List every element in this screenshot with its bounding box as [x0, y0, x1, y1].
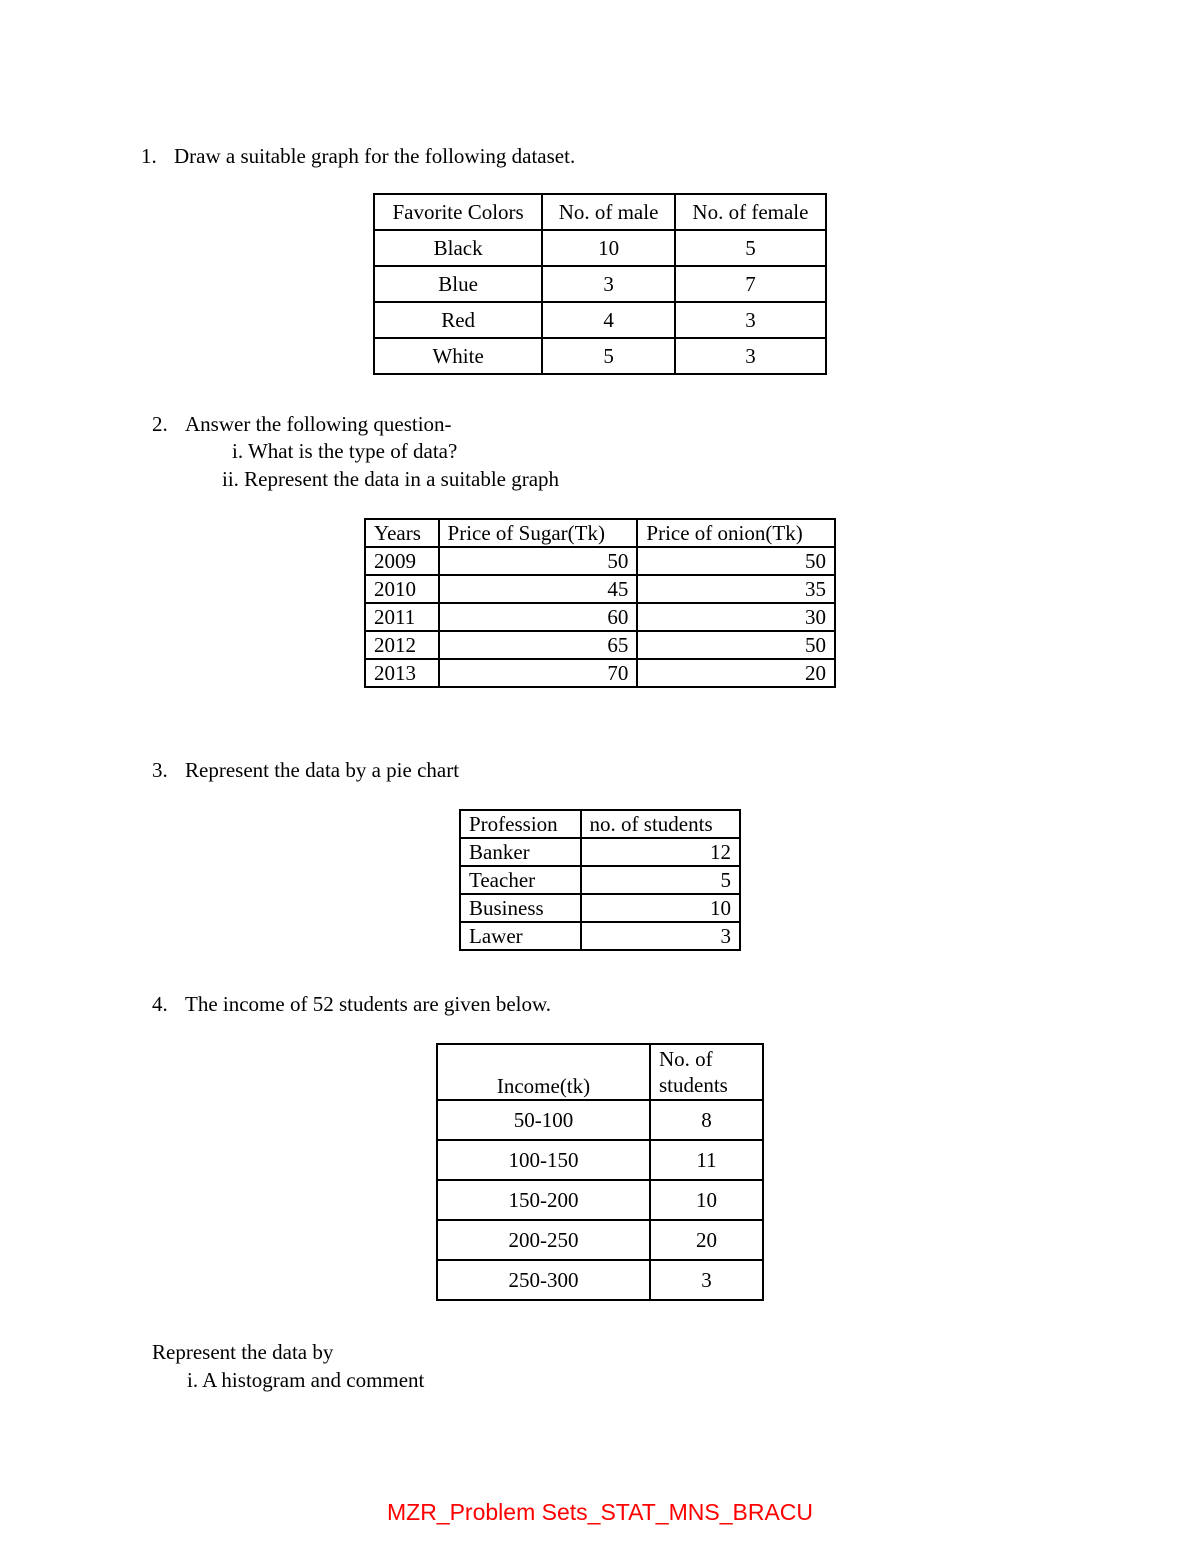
question-1 [141, 143, 575, 169]
income-table [436, 1043, 764, 1301]
table-header-row [460, 810, 740, 838]
table-cell: 3 [542, 266, 675, 302]
table-cell: 2012 [365, 631, 439, 659]
table-cell: 12 [581, 838, 740, 866]
table-cell: 5 [542, 338, 675, 374]
table-cell: 50 [439, 547, 638, 575]
table-cell: 200-250 [437, 1220, 650, 1260]
question-3 [152, 757, 459, 783]
table-cell: 11 [650, 1140, 763, 1180]
table-row [437, 1220, 763, 1260]
represent-text: Represent the data by [152, 1340, 334, 1364]
table-cell: Blue [374, 266, 542, 302]
table-cell: 100-150 [437, 1140, 650, 1180]
table-row [374, 266, 826, 302]
table-header-cell: Price of Sugar(Tk) [439, 519, 638, 547]
table-cell: 10 [542, 230, 675, 266]
table-row [437, 1260, 763, 1300]
table-header-cell: Years [365, 519, 439, 547]
table-row [365, 575, 835, 603]
table-row [460, 866, 740, 894]
table-cell: 3 [675, 338, 826, 374]
table-row [460, 838, 740, 866]
table-cell: Banker [460, 838, 581, 866]
question-number: 3. [152, 758, 168, 782]
table-cell: 2009 [365, 547, 439, 575]
table-header-row [437, 1044, 763, 1100]
table-cell: White [374, 338, 542, 374]
table-cell: 65 [439, 631, 638, 659]
table-row [437, 1100, 763, 1140]
table-header-cell: Favorite Colors [374, 194, 542, 230]
profession-table [459, 809, 741, 951]
table-cell: 50 [637, 631, 835, 659]
table-cell: Teacher [460, 866, 581, 894]
table-row [374, 338, 826, 374]
table-cell: 2013 [365, 659, 439, 687]
table-header-row [374, 194, 826, 230]
table-cell: 5 [675, 230, 826, 266]
question-number: 4. [152, 992, 168, 1016]
table-cell: Red [374, 302, 542, 338]
question-text: Draw a suitable graph for the following dataset. [174, 144, 576, 168]
table-header-cell: Price of onion(Tk) [637, 519, 835, 547]
table-row [374, 302, 826, 338]
table-row [437, 1140, 763, 1180]
table-row [374, 230, 826, 266]
table-row [437, 1180, 763, 1220]
table-cell: 8 [650, 1100, 763, 1140]
table-cell: 50 [637, 547, 835, 575]
header-line: No. of [659, 1047, 713, 1071]
represent-sub-1: i. A histogram and comment [187, 1368, 425, 1392]
table-row [460, 922, 740, 950]
table-cell: Business [460, 894, 581, 922]
table-cell: 3 [675, 302, 826, 338]
question-number: 1. [141, 144, 157, 168]
table-cell: 3 [650, 1260, 763, 1300]
question-number: 2. [152, 412, 168, 436]
table-cell: 30 [637, 603, 835, 631]
table-cell: 7 [675, 266, 826, 302]
table-cell: 45 [439, 575, 638, 603]
table-header-cell [650, 1044, 763, 1100]
question-4 [152, 991, 551, 1017]
question-text: The income of 52 students are given below. [185, 992, 552, 1016]
table-cell: 4 [542, 302, 675, 338]
table-cell: 70 [439, 659, 638, 687]
favorite-colors-table [373, 193, 827, 375]
question-2-sub-2: ii. Represent the data in a suitable graph [222, 467, 560, 491]
table-row [460, 894, 740, 922]
header-line: students [659, 1073, 728, 1097]
table-cell: 250-300 [437, 1260, 650, 1300]
table-row [365, 659, 835, 687]
table-cell: 3 [581, 922, 740, 950]
table-header-cell: no. of students [581, 810, 740, 838]
table-cell: 20 [637, 659, 835, 687]
table-header-row [365, 519, 835, 547]
table-row [365, 603, 835, 631]
prices-table [364, 518, 836, 688]
table-header-cell: Profession [460, 810, 581, 838]
table-cell: Black [374, 230, 542, 266]
table-row [365, 631, 835, 659]
question-2-sub-1: i. What is the type of data? [232, 439, 458, 463]
question-text: Answer the following question- [185, 412, 452, 436]
table-cell: 2011 [365, 603, 439, 631]
table-cell: 5 [581, 866, 740, 894]
table-cell: 60 [439, 603, 638, 631]
table-cell: Lawer [460, 922, 581, 950]
table-cell: 35 [637, 575, 835, 603]
table-cell: 10 [650, 1180, 763, 1220]
table-cell: 150-200 [437, 1180, 650, 1220]
footer-watermark: MZR_Problem Sets_STAT_MNS_BRACU [386, 1499, 814, 1525]
table-cell: 20 [650, 1220, 763, 1260]
table-header-cell: No. of male [542, 194, 675, 230]
table-header-cell: No. of female [675, 194, 826, 230]
table-header-cell: Income(tk) [437, 1044, 650, 1100]
question-text: Represent the data by a pie chart [185, 758, 460, 782]
table-cell: 2010 [365, 575, 439, 603]
table-row [365, 547, 835, 575]
table-cell: 10 [581, 894, 740, 922]
table-cell: 50-100 [437, 1100, 650, 1140]
question-2 [152, 411, 452, 437]
